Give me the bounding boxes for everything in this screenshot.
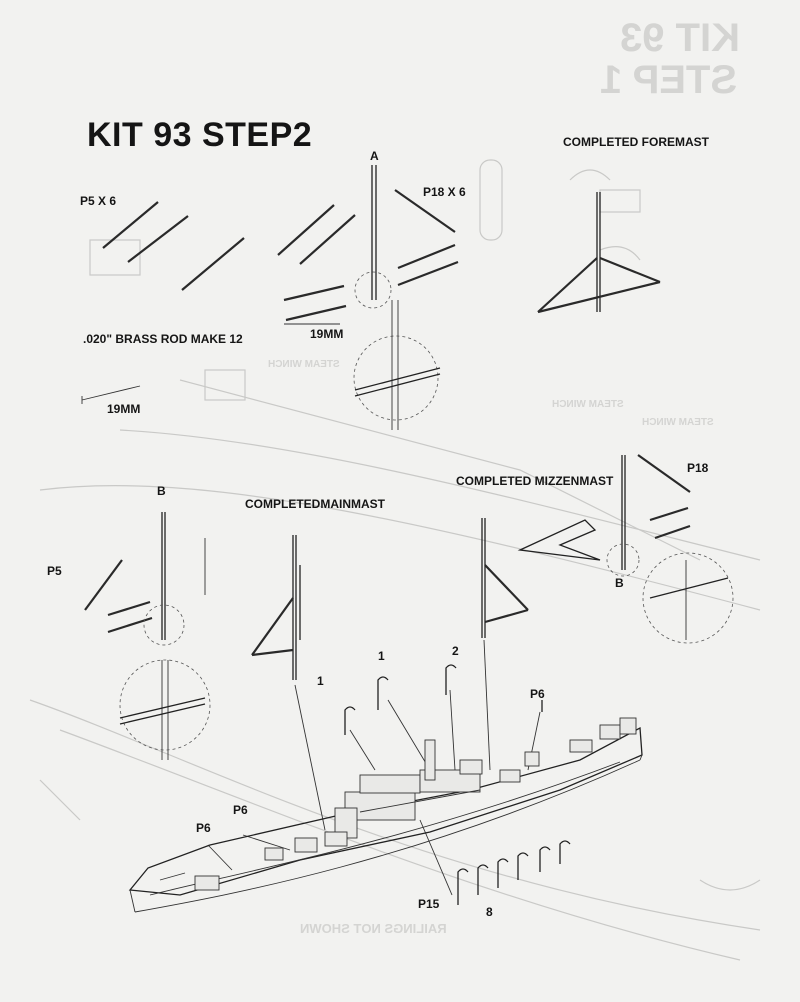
label-completed-foremast: COMPLETED FOREMAST (563, 135, 709, 149)
label-b-left: B (157, 484, 166, 498)
completed-foremast (538, 192, 660, 312)
label-p6-left: P6 (196, 821, 211, 835)
label-19mm-lower: 19MM (107, 402, 141, 416)
label-19mm-upper: 19MM (310, 327, 344, 341)
label-part-1-b: 1 (317, 674, 324, 688)
page-title: KIT 93 STEP2 (87, 116, 313, 154)
ghost-steam-winch-1: STEAM WINCH (268, 359, 340, 370)
label-p6-mid: P6 (233, 803, 248, 817)
label-part-2: 2 (452, 644, 459, 658)
ship-superstructure (160, 718, 636, 890)
label-p5-left: P5 (47, 564, 62, 578)
label-p6-right: P6 (530, 687, 545, 701)
ghost-step-1: STEP 1 (600, 58, 738, 102)
ghost-steam-winch-3: STEAM WINCH (642, 417, 714, 428)
label-p18-x6: P18 X 6 (423, 185, 466, 199)
label-completed-mizzenmast: COMPLETED MIZZENMAST (456, 474, 614, 488)
ghost-steam-winch-2: STEAM WINCH (552, 399, 624, 410)
label-p18-right: P18 (687, 461, 709, 475)
mast-b-left (85, 512, 210, 760)
label-b-right: B (615, 576, 624, 590)
label-part-1-a: 1 (378, 649, 385, 663)
completed-mainmast (252, 535, 300, 680)
mast-a (354, 165, 458, 430)
leader-lines (208, 640, 540, 895)
label-part-8: 8 (486, 905, 493, 919)
label-brass-rod: .020" BRASS ROD MAKE 12 (83, 332, 243, 346)
part-p5-group-top-left (103, 202, 355, 290)
ghost-railings-not-shown: RAILINGS NOT SHOWN (300, 921, 447, 936)
ghost-kit-93: KIT 93 (620, 16, 741, 60)
label-a-top: A (370, 149, 379, 163)
label-p5-x6: P5 X 6 (80, 194, 117, 208)
label-p15: P15 (418, 897, 440, 911)
completed-mizzenmast (482, 518, 528, 638)
label-completed-mainmast: COMPLETEDMAINMAST (245, 497, 385, 511)
